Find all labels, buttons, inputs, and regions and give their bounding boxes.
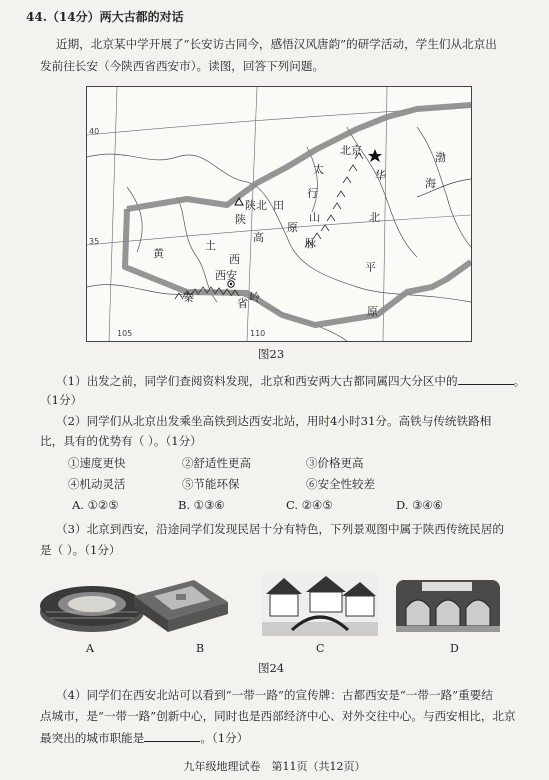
intro-line-1: 近期，北京某中学开展了“长安访古同今，感悟汉风唐韵”的研学活动，学生们从北京出 [56,37,497,51]
figure-23-caption: 图23 [258,347,285,361]
label-bohai-2: 海 [425,177,436,190]
picture-a-label: A [86,642,94,655]
figure-24-caption: 图24 [258,661,285,675]
q4-line-3 [40,729,248,746]
q4-line-1: （4）同学们在西安北站可以看到“一带一路”的宣传牌：古都西安是“一带一路”重要结 [56,688,493,702]
q1-line-2: （1分） [40,393,83,407]
label-hua: 华 [375,169,386,182]
label-sheng: 省 [237,297,248,310]
question-title: 44.（14分）两大古都的对话 [26,10,184,24]
label-yuan-2: 原 [287,221,298,234]
q1-text: （1）出发之前，同学们查阅资料发现，北京和西安两大古都同属四大分区中的 [56,374,458,388]
label-ping: 平 [365,261,376,274]
picture-b-label: B [196,642,205,655]
q2-item-2: ②舒适性更高 [182,456,251,470]
q4-answer-blank[interactable] [144,729,200,742]
page-footer: 九年级地理试卷 第11页（共12页） [183,760,366,773]
label-xian: 西安 [215,269,237,282]
picture-c-label: C [316,642,325,655]
label-tai: 太 [313,163,324,176]
q4-text: 最突出的城市职能是 [40,731,145,745]
map-figure-23 [86,86,472,342]
q1-answer-blank[interactable] [458,372,514,385]
label-bohai-1: 渤 [435,151,446,164]
q2-choice-c[interactable]: C. ②④⑤ [286,498,333,512]
q1-line-1 [56,372,525,389]
label-huang: 黄 [153,247,164,260]
q3-line-1: （3）北京到西安，沿途同学们发现民居十分有特色，下列景观图中属于陕西传统民居的 [56,522,504,536]
q2-item-6: ⑥安全性较差 [306,477,375,491]
lat-tick-40: 40 [89,127,100,136]
picture-c-watertown[interactable] [262,574,378,636]
label-hang: 行 [307,187,318,200]
lat-tick-35: 35 [89,237,100,246]
label-gao: 高 [253,231,264,244]
q2-item-5: ⑤节能环保 [182,477,240,491]
label-ling: 岭 [249,291,260,304]
q1-end: 。 [513,374,526,388]
label-tu: 土 [205,239,216,252]
q2-choice-d[interactable]: D. ③④⑥ [396,498,444,512]
q3-line-2: 是（ ）。（1分） [40,543,121,557]
lon-tick-110: 110 [250,329,266,338]
q2-line-2: 比，具有的优势有（ ）。（1分） [40,434,202,448]
intro-line-2: 发前往长安（今陕西省西安市）。读图，回答下列问题。 [40,59,325,73]
map-drawing [87,87,471,341]
label-bei: 北 [369,211,380,224]
q4-end: 。（1分） [200,731,249,745]
q2-line-1: （2）同学们从北京出发乘坐高铁到达西安北站，用时4小时31分。高铁与传统铁路相 [56,414,492,428]
q2-choice-b[interactable]: B. ①③⑥ [178,498,225,512]
label-xi: 西 [229,253,240,266]
label-shaan: 陕 [235,213,246,226]
lon-tick-105: 105 [117,329,133,338]
q2-choice-a[interactable]: A. ①②⑤ [72,498,119,512]
label-tian: 田 [273,199,284,212]
label-beijing: 北京 [340,144,362,157]
picture-d-label: D [450,642,459,655]
picture-b-courtyard[interactable] [124,574,234,636]
q2-item-3: ③价格更高 [306,456,364,470]
q2-item-1: ①速度更快 [68,456,126,470]
label-qin: 秦 [183,291,194,304]
q2-item-4: ④机动灵活 [68,477,126,491]
q4-line-2: 点城市，是“一带一路”创新中心，同时也是西部经济中心、对外交往中心。与西安相比，北京 [40,709,516,723]
picture-d-yaodong[interactable] [392,574,504,636]
label-shaanbei: 陕北 [245,199,267,212]
label-yuan: 原 [367,305,378,318]
label-mai: 脉 [305,237,316,250]
label-shan: 山 [309,211,320,224]
